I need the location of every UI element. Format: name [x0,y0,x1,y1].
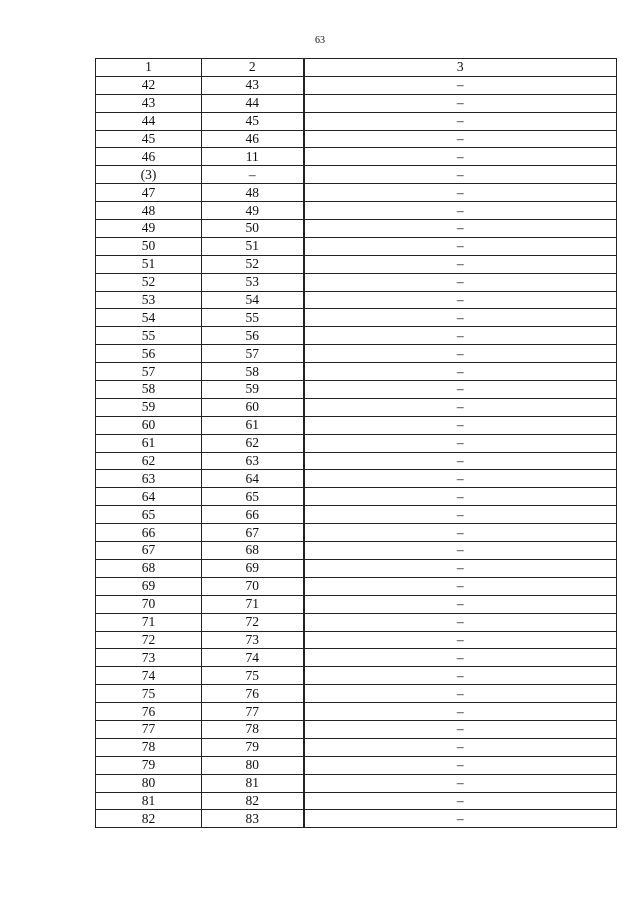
table-row [96,542,617,560]
table-cell-col-2: 79 [202,738,304,756]
table-cell-col-1: 50 [96,237,202,255]
table-cell-col-3: – [304,416,617,434]
table-row [96,130,617,148]
table-row [96,273,617,291]
table-row [96,524,617,542]
table-cell-col-3: – [304,202,617,220]
table-cell-col-3: – [304,76,617,94]
table-row [96,685,617,703]
table-cell-col-3: – [304,792,617,810]
table-cell-col-1: 65 [96,506,202,524]
table-cell-col-2: 83 [202,810,304,828]
table-cell-col-1: 69 [96,577,202,595]
table-cell-col-2: 69 [202,559,304,577]
table-cell-col-3: – [304,756,617,774]
table-row [96,595,617,613]
table-cell-col-1: 73 [96,649,202,667]
table-row [96,202,617,220]
table-cell-col-1: 58 [96,381,202,399]
table-cell-col-1: 57 [96,363,202,381]
table-cell-col-2: 76 [202,685,304,703]
table-cell-col-1: 43 [96,94,202,112]
table-cell-col-2: 11 [202,148,304,166]
table-cell-col-3: – [304,738,617,756]
table-cell-col-1: 55 [96,327,202,345]
table-cell-col-2: 81 [202,774,304,792]
table-cell-col-1: 71 [96,613,202,631]
table-cell-col-1: 42 [96,76,202,94]
table-cell-col-1: 81 [96,792,202,810]
table-row [96,112,617,130]
table-cell-col-2: 43 [202,76,304,94]
table-cell-col-3: – [304,506,617,524]
table-cell-col-1: 79 [96,756,202,774]
table-cell-col-1: 52 [96,273,202,291]
table-cell-col-3: – [304,184,617,202]
table-row [96,774,617,792]
table-cell-col-2: 55 [202,309,304,327]
table-row [96,738,617,756]
table-cell-col-2: 78 [202,720,304,738]
table-cell-col-2: 65 [202,488,304,506]
table-cell-col-3: – [304,148,617,166]
table-cell-col-2: 52 [202,255,304,273]
table-cell-col-2: 61 [202,416,304,434]
table-cell-col-3: – [304,810,617,828]
concordance-table [95,58,617,828]
table-cell-col-2: 44 [202,94,304,112]
table-cell-col-1: 45 [96,130,202,148]
table-cell-col-1: 53 [96,291,202,309]
table-cell-col-3: – [304,220,617,238]
table-cell-col-1: 77 [96,720,202,738]
table-cell-col-1: 76 [96,703,202,721]
table-cell-col-3: – [304,327,617,345]
table-header [96,59,617,77]
table-cell-col-2: 53 [202,273,304,291]
table-cell-col-3: – [304,291,617,309]
table-row [96,488,617,506]
table-cell-col-2: 45 [202,112,304,130]
table-row [96,506,617,524]
table-cell-col-3: – [304,542,617,560]
table-cell-col-2: 74 [202,649,304,667]
table-row [96,720,617,738]
table-cell-col-3: – [304,631,617,649]
table-cell-col-1: 68 [96,559,202,577]
table-cell-col-2: 60 [202,398,304,416]
table-cell-col-1: 47 [96,184,202,202]
table-row [96,416,617,434]
table-cell-col-3: – [304,381,617,399]
table-cell-col-3: – [304,613,617,631]
table-cell-col-3: – [304,255,617,273]
table-cell-col-2: 51 [202,237,304,255]
table-cell-col-1: 82 [96,810,202,828]
table-cell-col-2: 64 [202,470,304,488]
table-cell-col-3: – [304,345,617,363]
table-cell-col-2: 50 [202,220,304,238]
table-cell-col-3: – [304,112,617,130]
table-cell-col-2: 73 [202,631,304,649]
table-row [96,166,617,184]
table-row [96,470,617,488]
table-cell-col-3: – [304,524,617,542]
table-cell-col-2: 77 [202,703,304,721]
table-cell-col-1: 56 [96,345,202,363]
table-row [96,291,617,309]
table-cell-col-1: 78 [96,738,202,756]
table-cell-col-2: 58 [202,363,304,381]
table-cell-col-3: – [304,488,617,506]
table-cell-col-3: – [304,363,617,381]
table-cell-col-1: 64 [96,488,202,506]
table-row [96,76,617,94]
table-cell-col-2: 70 [202,577,304,595]
table-cell-col-1: 72 [96,631,202,649]
table-cell-col-3: – [304,130,617,148]
table-cell-col-2: 56 [202,327,304,345]
table-cell-col-3: – [304,559,617,577]
table-row [96,398,617,416]
table-cell-col-1: 80 [96,774,202,792]
table-row [96,577,617,595]
table-cell-col-3: – [304,774,617,792]
table-cell-col-1: 48 [96,202,202,220]
table-cell-col-1: 46 [96,148,202,166]
table-row [96,667,617,685]
table-row [96,559,617,577]
table-cell-col-3: – [304,685,617,703]
table-cell-col-2: 68 [202,542,304,560]
table-cell-col-3: – [304,703,617,721]
table-cell-col-2: 72 [202,613,304,631]
table-cell-col-1: 59 [96,398,202,416]
table-cell-col-2: 48 [202,184,304,202]
table-cell-col-1: 74 [96,667,202,685]
table-cell-col-2: 62 [202,434,304,452]
table-cell-col-1: 67 [96,542,202,560]
table-row [96,434,617,452]
table-cell-col-1: (3) [96,166,202,184]
table-row [96,345,617,363]
table-cell-col-3: – [304,237,617,255]
table-cell-col-2: 71 [202,595,304,613]
table-cell-col-2: 57 [202,345,304,363]
table-row [96,613,617,631]
table-cell-col-3: – [304,720,617,738]
table-row [96,309,617,327]
table-cell-col-3: – [304,649,617,667]
table-cell-col-3: – [304,595,617,613]
table-cell-col-2: 49 [202,202,304,220]
table-cell-col-3: – [304,470,617,488]
table-cell-col-1: 66 [96,524,202,542]
table-cell-col-3: – [304,577,617,595]
table-cell-col-1: 51 [96,255,202,273]
table-cell-col-2: 67 [202,524,304,542]
table-cell-col-1: 63 [96,470,202,488]
table-row [96,452,617,470]
table-cell-col-1: 60 [96,416,202,434]
table-cell-col-2: 59 [202,381,304,399]
table-row [96,237,617,255]
header-col-1: 1 [96,59,202,77]
table-row [96,363,617,381]
table-row [96,649,617,667]
table-cell-col-1: 62 [96,452,202,470]
table-cell-col-2: – [202,166,304,184]
table-cell-col-1: 61 [96,434,202,452]
table-row [96,756,617,774]
table-row [96,94,617,112]
table-row [96,381,617,399]
table-cell-col-3: – [304,398,617,416]
table-cell-col-3: – [304,434,617,452]
table-cell-col-2: 63 [202,452,304,470]
table-cell-col-3: – [304,309,617,327]
table-row [96,792,617,810]
table-cell-col-2: 80 [202,756,304,774]
table-row [96,220,617,238]
table-cell-col-1: 54 [96,309,202,327]
table-row [96,631,617,649]
table-cell-col-1: 70 [96,595,202,613]
table-cell-col-3: – [304,273,617,291]
table-cell-col-2: 66 [202,506,304,524]
table-body [96,76,617,827]
table-row [96,703,617,721]
table-cell-col-3: – [304,667,617,685]
header-col-3: 3 [304,59,617,77]
page-number: 63 [315,35,325,46]
table-row [96,148,617,166]
table-cell-col-2: 54 [202,291,304,309]
table-row [96,327,617,345]
table-cell-col-2: 82 [202,792,304,810]
table-cell-col-3: – [304,166,617,184]
header-row [96,59,617,77]
table-cell-col-2: 75 [202,667,304,685]
table-row [96,810,617,828]
table-cell-col-2: 46 [202,130,304,148]
header-col-2: 2 [202,59,304,77]
table-cell-col-1: 49 [96,220,202,238]
table-cell-col-1: 44 [96,112,202,130]
table-cell-col-3: – [304,94,617,112]
table-row [96,255,617,273]
table-cell-col-1: 75 [96,685,202,703]
table-cell-col-3: – [304,452,617,470]
table-row [96,184,617,202]
